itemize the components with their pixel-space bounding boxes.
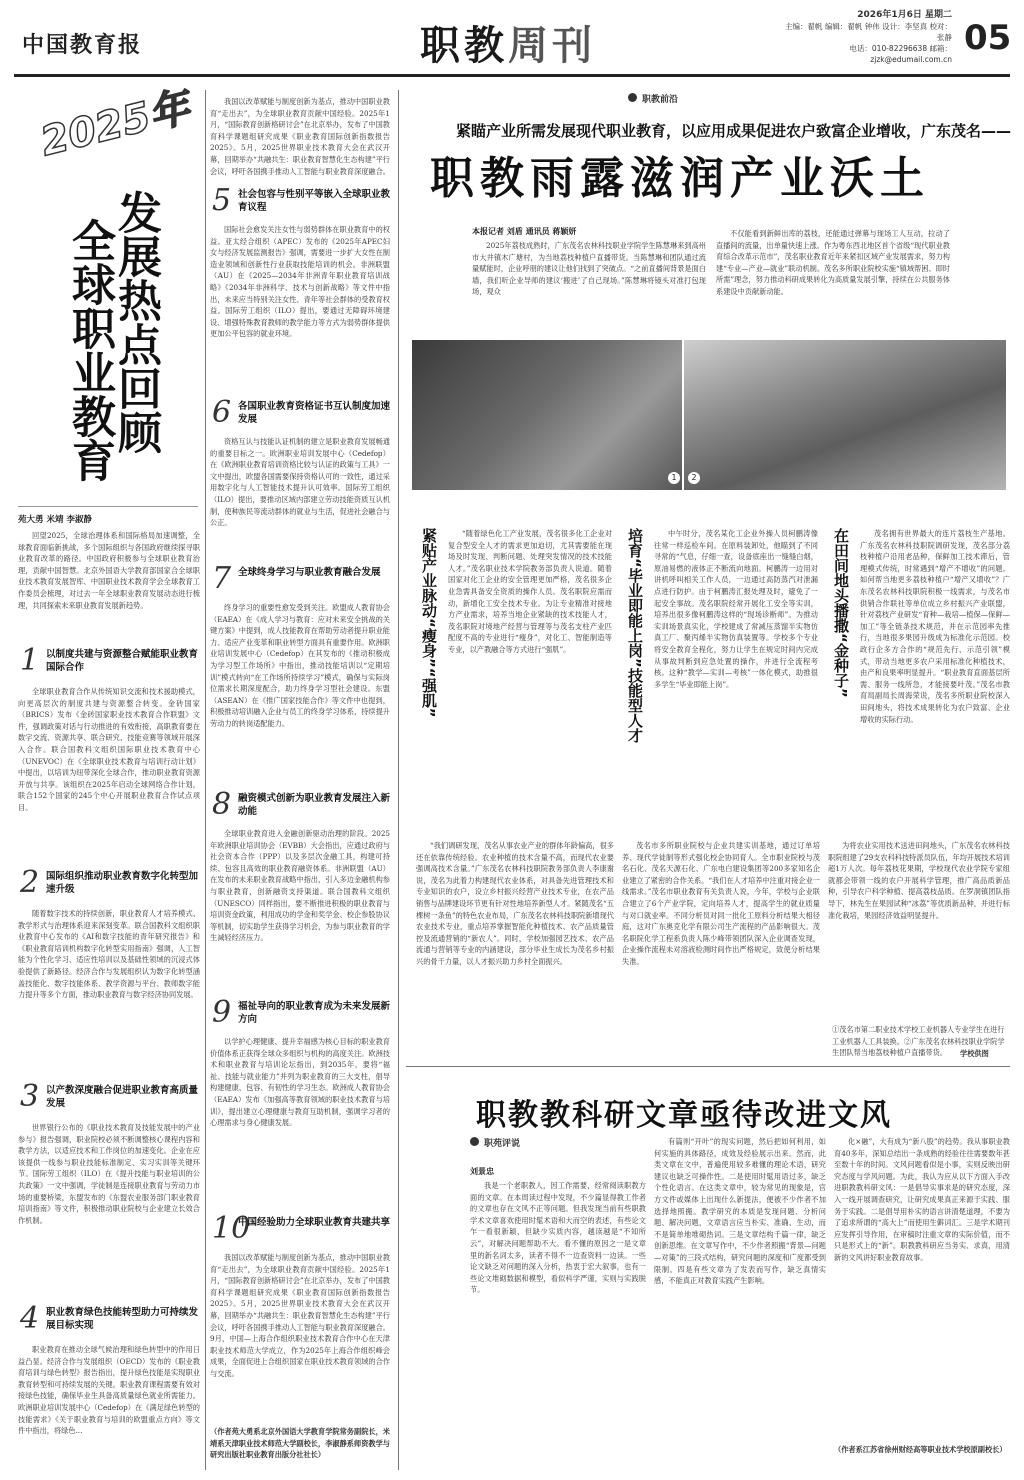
section-4-number: 4 bbox=[20, 1301, 40, 1336]
section-10-number: 10 bbox=[212, 1211, 251, 1246]
section-5-body: 国际社会愈发关注女性与弱势群体在职业教育中的权益。亚太经合组织（APEC）发布的《2025年APEC妇女与经济发展监测报告》强调，需要进一步扩大女性在制造业领域和创新性行业获取技能培训的机会。非洲联盟（AU）在《2025—2034年非洲青年职业教育培训战略》《2034年非洲科学、技术与创新战略》等文件中指出，未来应当特别关注女性、青年等社会群体的受教育权益。国际劳工组织（ILO）提出，要通过无障碍环境建设、增强特殊教育教师的教学能力等方式为弱势群体提供更加公平包容的就业环境。 bbox=[210, 225, 390, 339]
lead-sub2-body: 中午时分，茂名某化工企业外操人员柯鹏涛像往常一样巡检车间。在原料装卸处，他瞄到了不同寻常的“气息，仔细一查，设备底座出一缝缝白烟，原油易燃的液体正不断流向地面。柯鹏涛一边用对讲机呼叫相关工作人员，一边通过高防蒸汽对泄漏点进行防护。由于柯鹏涛汇报处理及时，避免了一起安全事故。茂名职院经常开展化工安全等实训，培养出很多像柯鹏涛这样的“现场诊断师”。为推动实训场景真实化，学校建成了常减压蒸馏半实物仿真工厂、聚丙烯半实物仿真装置等。学校多个专业将安全教育全程化，努力让学生在规定时间内完成从事故判断到应急处置的操作，并进行全流程考核。这种“教学—实训—考核”一体化模式，助推很多学生“毕业即能上岗”。 bbox=[654, 529, 818, 689]
commentary-author-note: （作者系江苏省徐州财经高等职业技术学校原副校长） bbox=[834, 1445, 1007, 1454]
commentary-author: 刘景忠 bbox=[470, 1167, 494, 1176]
lead-photo-2 bbox=[684, 340, 1006, 490]
issue-date: 2026年1月6日 星期二 bbox=[857, 10, 952, 20]
section-4-body: 职业教育在推动全球气候治理和绿色转型中的作用日益凸显。经济合作与发展组织（OECD）发布的《职业教育培训与绿色转型》报告指出，提升绿色技能是实现职业教育转型和可持续发展的关键。职业教育课程需要有效对接绿色技能，确保毕业生具备高质量绿色就业所需能力。欧洲职业培训发展中心（Cedefop）在《满足绿色转型的技能需求》《关于职业教育与培训的欧盟重点方向》等文件中指出，将绿色... bbox=[18, 1345, 200, 1436]
lead-sub1-body: “随着绿色化工产业发展，茂名很多化工企业对复合型安全人才的需求更加迫切，尤其需要能在现场及时发现、判断问题、处理突发情况的技术技能人才。”茂名职业技术学院教务部负责人说道。随着国家对化工企业的安全管理更加严格，茂名很多企业急需具备安全资质的操作人员。茂名职院应需而动，新增化工安全技术专业。为让专业精准对接地方产业需求，培养当地企业紧缺的技术技能人才，茂名职院对境地产经营与管理等与茂名支柱产业匹配度不高的专业进行“瘦身”，对化工、智能制造等专业，以产教融合等方式进行“强肌”。 bbox=[448, 529, 612, 654]
lead-sub3-body2: 为将农业实用技术送进田间地头，广东茂名农林科技职院组建了29支农科科技特派员队伍，年均开展技术培训超1万人次。每年荔枝花果期，学校现代农业学院专家组就都会带领一线的农户开展科学管理，推广高品质新品种，引导农户科学种植、提高荔枝品质。在罗洞镇团队指导下，林先生在果园试种“冰荔”等优质新品种，并进行标准化栽培，果园经济效益明显提升。 bbox=[828, 841, 1010, 920]
masthead-rule bbox=[14, 74, 1010, 77]
feature-title-col2: 全球职业教育 bbox=[64, 218, 115, 482]
lead-intro-col2: 不仅能看到新鲜出库的荔枝，还能通过弹幕与现场工人互动，拉动了直播间的流量，出单量快速上涨。作为粤东西北地区首个省级“现代职业教育综合改革示范市”，茂名职业教育近年来紧扣区域产业发展需求，努力构建“专业—产业—就业”联动机制。茂名多所职业院校实施“镇域帮困、即时所需”理念，努力推动科研成果转化为高质量发展引擎，持续在公共服务体系建设中贡献新动能。 bbox=[716, 229, 950, 296]
masthead bbox=[0, 0, 1024, 82]
lead-byline: 本报记者 刘盾 通讯员 蒋颖妍 bbox=[472, 227, 577, 236]
photo-1-badge: 1 bbox=[668, 472, 680, 484]
section-10-title: 10 中国经验助力全球职业教育共建共享 bbox=[212, 1211, 391, 1246]
lead-photo-1 bbox=[412, 340, 682, 490]
lead-sub1-body2: “我们调研发现，茂名从事农业产业的群体年龄偏高，很多还在依靠传统经验。农业种植的技术含量不高，而现代农业要强调高技术含量。”广东茂名农林科技职院教务部负责人李康谢说，茂名为此着力构建现代农业体系，对具备先进管理技术和专业知识的农户，设立乡村振兴经营产业技术专业，在农产品销售与品牌建设环节更有针对性地培养新型人才。紧随茂名“五棵树一条鱼”的特色农业布局，广东茂名农林科技职院新增现代农业技术专业，重点培养掌握智能化种植技术、农产品质量管控及流通营销的“新农人”。同时，学校加强园艺技术、农产品流通与营销等专业的内涵建设，部分毕业生成长为茂名乡村振兴的骨干力量，以人才振兴助力乡村全面振兴。 bbox=[416, 841, 614, 966]
section-3-body: 世界银行公布的《职业技术教育及技能发展中的产业参与》报告强调，职业院校必须不断调整核心课程内容和教学方法，以适应技术和工作岗位的加速变化。企业在应该提供一线参与职业技能标准制定、实习实训等关键环节。国际劳工组织（ILO）在《提升技能与职业培训的公共政策》一文中强调，学徒制是连接职业教育与劳动力市场的重要桥梁，东盟发布的《东盟农业服务部门职业教育培训指南》等文件，积极推动职业院校与企业建立长效合作机制。 bbox=[18, 1123, 200, 1225]
section-3-title: 3 以产教深度融合促进职业教育高质量发展 bbox=[20, 1079, 199, 1114]
lead-kicker: 紧瞄产业所需发展现代职业教育，以应用成果促进农户致富企业增收，广东茂名—— bbox=[456, 122, 1012, 140]
section-7-title: 7 全球终身学习与职业教育融合发展 bbox=[212, 561, 381, 596]
section-1-body: 全球职业教育合作从传统知识交流和技术援助模式，向更高层次的制度共建与资源整合转变。金砖国家（BRICS）发布《金砖国家职业技术教育合作联盟》文件，强调政策对话与行动推进的有效衔接，高职教育要在数字交流、资源共享、联合研究、技能竞赛等领域开展深入合作。联合国教科文组织国际职业技术教育中心（UNEVOC）在《全球职业技术教育与培训行动计划》中提出，以培训为纽带深化全球合作，推动职业教育资源开放与共享。该组织在2025年启动全球网络合作计划，联合152个国家的245个中心开展职业教育合作试点项目。 bbox=[18, 687, 200, 812]
section-divider bbox=[406, 1066, 1010, 1067]
commentary-col1: 我是一个老职教人，因工作需要，经常阅读职教方面的文章。在本周读过程中发现，不少篇显得教工作者的文章也存在文风不正等问题。但我发现当前有些职教学术文章喜欢使用时髦术语和大而空的表述，有些论文乍一看很新颖，但缺少实质内容，越读越是“不知所云”，对解决问题帮助不大。看不懂的原因之一是文章里的新名词太多，读者不得不一边查资料一边读。一些论文缺乏对问题的深入分析，热衷于宏大叙事，也有一些论文堆砌数据和模型，看似科学严谨，实则与实践脱节。 bbox=[470, 1181, 646, 1295]
column-divider bbox=[398, 90, 399, 1470]
commentary-col2: 有篇则“开叶”的现实问题，然后把如何利用，如何实施的具体路径，成效及经验展示出来。然而，此类文章在文中，普遍使用较多难懂的理论术语，研究建议也缺乏可操作性。二是使用时髦用语过多，缺乏个性化语言。在这类文章中，较为常见的现象是，官方文件或媒体上出现什么新提法，便被不少作者不加选择地照搬。教学研究的本质是发现问题、分析问题、解决问题，文章语言应当朴实、准确、生动，而不是简单地堆砌热词。三是文章结构千篇一律，缺乏创新思维。在文章写作中，不少作者照搬“背景—问题—对策”的三段式结构，研究问题的深度和广度都受到限制。四是有些文章为了发表而写作，缺乏真情实感，不能真正对教育实践产生影响。 bbox=[654, 1137, 826, 1286]
section-4-continued: 我国以改革赋能与制度创新为基点，推动中国职业教育“走出去”，为全球职业教育贡献中国经验。2025年1月，“国际教育创新格研讨会”在北京举办，发布了中国教育科学课题组研究成果《职业教育国际创新指数报告2025》。5月，2025世界职业技术教育大会在武汉开幕，回期举办“共融共生：职业教育智慧化生态构建”平行会议，呼吁各国携手推动人工智能与职业教育深度融合。 bbox=[210, 97, 390, 176]
section-6-number: 6 bbox=[212, 395, 232, 430]
section-1-number: 1 bbox=[20, 643, 40, 678]
section-2-title: 2 国际组织推动职业教育数字化转型加速升级 bbox=[20, 865, 199, 900]
lead-sub3-body: 茂名拥有世界最大的连片荔枝生产基地。广东茂名农林科技职院调研发现，茂名部分荔枝种植户沿用老品种，保鲜加工技术滞后，管理模式传统，时常遇到“增产不增收”的问题。如何帮当地更多荔枝种植户“增产又增收”？广东茂名农林科技职院积极一线需求，与茂名市供销合作联社等单位成立乡村振兴产业联盟，针对荔枝产业研发“育种—栽培—植保—保鲜—加工”等全链条技术规范，并在示范园率先推行，当地很多果园升级成为标准化示范园。校政行企多方合作的“规范先行、示范引领”模式，带动当地更多农户采用标准化种植技术，由产和良果率明显提升。“职业教育直面基层所需、服务一线所急，才能接要叶茂。”茂名市教育局副局长周海荣说，茂名多所职业院校深入田间地头，将技术成果转化为农户致富、企业增收的实际行动。 bbox=[860, 529, 1010, 724]
lead-column-tag: 职教前沿 bbox=[628, 92, 678, 105]
section-2-number: 2 bbox=[20, 865, 40, 900]
section-title-bold: 职教 bbox=[420, 23, 508, 69]
commentary-headline: 职教教科研文章亟待改进文风 bbox=[476, 1098, 892, 1133]
page-number: 05 bbox=[964, 18, 1012, 58]
lead-photo-caption: ①茂名市第二职业技术学校工业机器人专业学生在进行工业机器人工具装换。②广东茂名农林科技职业学院学生团队帮当地荔枝种植户直播带货。 bbox=[832, 1025, 1005, 1058]
section-title bbox=[420, 14, 596, 71]
lead-sub2-title: 培育“毕业即能上岗”技能型人才 bbox=[626, 528, 644, 743]
lead-headline: 职教雨露滋润产业沃土 bbox=[430, 153, 930, 204]
contact-line: 电话：010-82296638 邮箱：zjzk@edumail.com.cn bbox=[849, 44, 952, 64]
section-6-title: 6 各国职业教育资格证书互认制度加速发展 bbox=[212, 395, 391, 430]
feature-year: 2025年 bbox=[36, 84, 195, 166]
paper-name: 中国教育报 bbox=[22, 32, 143, 58]
commentary-col3: 化×融”，大有成为“新八股”的趋势。我从事职业教育40多年，深知总结出一条成熟的经验往往需要数年甚至数十年的时间。文风问题看似是小事，实则反映出研究态度与学风问题。为此，我认为应从以下方面入手改进职教教科研文风：一是倡导实事求是的研究态度，深入一线开展调查研究，让研究成果真正来源于实践、服务于实践。二是倡导用朴实的语言讲清楚道理，不要为了追求所谓的“高大上”而使用生僻词汇。三是学术期刊应发挥引导作用，在审稿时注重文章的实际价值，而不只是形式上的“新”。职教教科研应当务实、求真，用清新的文风讲好职业教育故事。 bbox=[834, 1137, 1010, 1262]
feature-intro: 回望2025，全球治理体系和国际格局加速调整，全球教育面临新挑战，多个国际组织与各国政府继续探寻职业教育改革的路径。中国政府积极参与全球职业教育治理，贡献中国智慧。北京外国语大学教育部国家合全球职业技术教育发展智库、中国职业技术教育学会全球教育工作委员会梳理，对过去一年全球职业教育发展动态进行梳理，共同探索未来职业教育发展新趋势。 bbox=[18, 531, 200, 610]
section-4-title: 4 职业教育绿色技能转型助力可持续发展目标实现 bbox=[20, 1301, 199, 1336]
feature-title-col1: 发展热点回顾 bbox=[110, 190, 161, 454]
section-title-light: 周刊 bbox=[508, 23, 596, 69]
section-7-body: 终身学习的重要性愈发受到关注。欧盟成人教育协会（EAEA）在《成人学习与教育：应对未来安全挑战的关键方案》中提到，成人技能教育在帮助劳动者提升职业能力、适应产业变革和职业转型方面具有重要作用。欧洲职业培训发展中心（Cedefop）在其发布的《推动积极成为学习型工作场所》中指出，推动技能培训以“定期培训”模式转向“在工作场所持续学习”模式，确保与实际岗位需求长期深度配合，助力终身学习型社会建设。东盟（ASEAN）在《推广国家技能合作》等文件中也提到，积极推动培训融入企业与员工的终身学习体系，持续提升劳动力的转岗适配能力。 bbox=[210, 603, 390, 728]
photo-2-badge: 2 bbox=[688, 472, 700, 484]
section-8-title: 8 融资模式创新为职业教育发展注入新动能 bbox=[212, 787, 391, 822]
section-7-number: 7 bbox=[212, 561, 232, 596]
section-8-number: 8 bbox=[212, 787, 232, 822]
section-2-body: 随着数字技术的持续创新，职业教育人才培养模式、教学形式与治理体系迎来深刻变革。联合国教科文组织职业教育中心发布的《AI和数字技能的青年研究报告》和《职业教育培训机构数字化转型实用指南》强调，人工智能为个性化学习、适应性培训以及基础性领域的沉浸式体验提供了新路径。经济合作与发展组织认为数字化转型涵盖技能化、数字技能体系、教学资源与平台、教师数字能力提升等多个方面，推动职业教育与数字经济协同发展。 bbox=[18, 909, 200, 1000]
column-divider bbox=[205, 90, 206, 1470]
section-10-body: 我国以改革赋能与制度创新为基点，推动中国职业教育“走出去”，为全球职业教育贡献中国经验。2025年1月，“国际教育创新格研讨会”在北京举办，发布了中国教育科学课题组研究成果《职业教育国际创新指数报告2025》。5月，2025世界职业技术教育大会在武汉开幕，回期举办“共融共生：职业教育智慧化生态构建”平行会议，呼吁各国携手推动人工智能与职业教育深度融合。9月，中国—上海合作组织职业技术教育合作中心在天津职业技术师范大学成立，作为2025年上海合作组织峰会成果，全面促进上合组织国家在职业技术教育领域的合作与交流。 bbox=[210, 1253, 390, 1378]
staff-line: 主编：翟帆 编辑：翟帆 钟伟 设计：李坚真 校对：张静 bbox=[784, 22, 952, 42]
masthead-meta bbox=[782, 10, 952, 65]
lead-photo-credit: 学校供图 bbox=[960, 1049, 989, 1058]
section-5-title: 5 社会包容与性别平等嵌入全球职业教育议程 bbox=[212, 183, 391, 218]
lead-intro-col1: 2025年荔枝成熟时，广东茂名农林科技职业学院学生陈慧琳来到高州市大井镇木广塘村，为当地荔枝种植户直播带货。当陈慧琳和团队通过流量赋能时，企业呼朋的建议让他们找到了突破点。“之前直播间背景是面白墙，我们听企业导师的建议‘搬进’了自己现场。”陈慧琳将镜头对准打包现场，观众 bbox=[472, 241, 706, 297]
commentary-column-tag: 职苑评说 bbox=[470, 1136, 520, 1149]
section-8-body: 全球职业教育进入金融创新驱动治理的阶段。2025年欧洲职业培训协会（EVBB）大会指出，应通过政府与社会资本合作（PPP）以及多层次金融工具，构建可持续、包容且高效的职业教育融资体系。非洲联盟（AU）在发布的未来职业教育战略中指出，引入多边金融机构参与职业教育，创新融资支持渠道。联合国教科文组织（UNESCO）同样指出，要不断推进积极的职业教育与培训资金政策，利用成功的学金和奖学金、校企参股协议等机制，切实助学生获得学习机会，为参与职业教育的学生减轻经济压力。 bbox=[210, 829, 390, 943]
section-5-number: 5 bbox=[212, 183, 232, 218]
feature-author-note: （作者苑大勇系北京外国语大学教育学院常务副院长，米靖系天津职业技术师范大学副校长，李淑静系师资教学与研究出版社职业教育出版分社社长） bbox=[210, 1427, 390, 1460]
section-9-title: 9 福祉导向的职业教育成为未来发展新方向 bbox=[212, 995, 391, 1030]
feature-byline: 苑大勇 米靖 李淑静 bbox=[18, 506, 198, 525]
section-1-title: 1 以制度共建与资源整合赋能职业教育国际合作 bbox=[20, 643, 199, 678]
section-6-body: 资格互认与技能认证机制的建立是职业教育发展畅通的重要目标之一。欧洲职业培训发展中心（Cedefop）在《欧洲职业教育培训资格比较与认证的政策与工具》一文中提出，欧盟各国需要保持资格认可的一致性，通过采用数字化与人工智能技术提升认可效率。国际劳工组织（ILO）提出，要推动区域内部建立劳动技能资质互认机制，使种族民等流动群体的就业与生活，促进社会融合与公正。 bbox=[210, 437, 390, 528]
lead-sub3-title: 在田间地头播撒“金种子” bbox=[832, 528, 850, 698]
lead-sub1-title: 紧贴产业脉动“瘦身”“强肌” bbox=[420, 528, 438, 718]
section-3-number: 3 bbox=[20, 1079, 40, 1114]
lead-sub2-body2: 茂名市多所职业院校与企业共建实训基地，通过订单培养、现代学徒制等形式强化校企协同育人。全市职业院校与茂名石化、茂名天源石化、广东电白建设集团等200多家知名企业建立了紧密的合作关系。“我们在人才培养中注重对接企业一线需求。”茂名市职业教育有关负责人说，今年，学校与企业联合建立了6个产业学院，定向培养人才，提高学生的就业质量与对口就业率。不同分析员对同一批化工原料分析结果大相径庭，这对广东奥克化学有限公司生产流程的产品影响很大。茂名职院化学工程系负责人陈少峰带领团队深入企业调查发现，企业操作流程未对溶液检测时间作出严格规定，致使分析结果失准。 bbox=[622, 841, 820, 966]
section-9-body: 以学护心理健康、提升幸福感为核心目标的职业教育价值体系正获得全球众多组织与机构的高度关注。欧洲技术和职业教育与培训论坛指出，到2035年，要将“福祉、技能与就业能力”并列为职业教育的三大支柱，倡导构建健康、包容、有韧性的学习生态。欧洲成人教育协会（EAEA）发布《加强高等教育领域的职业技术教育与培训》，提出建立心理健康与教育互助机制，强调学习者的心理需求与身心健康发展。 bbox=[210, 1037, 390, 1128]
section-9-number: 9 bbox=[212, 995, 232, 1030]
